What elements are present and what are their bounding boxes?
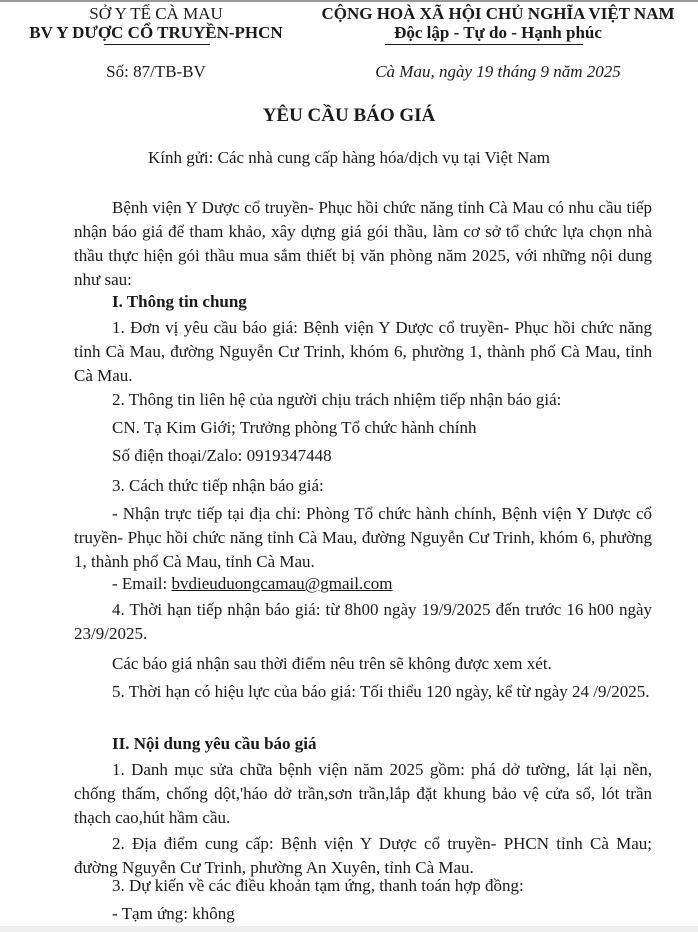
- top-border: [0, 0, 698, 2]
- document-title: YÊU CẦU BÁO GIÁ: [262, 105, 436, 126]
- section-2-item-1: 1. Danh mục sửa chữa bệnh viện năm 2025 gồm: phá dở tường, lát lại nền, chống thấm, chống dột,'háo dở trần,sơn trần,lắp đặt khung bảo vệ cửa sổ, lót trần thạch cao,hút hầm cầu.: [74, 760, 652, 827]
- section-1-item-1: 1. Đơn vị yêu cầu báo giá: Bệnh viện Y Dược cổ truyền- Phục hồi chức năng tỉnh Cà Mau, đường Nguyễn Cư Trinh, khóm 6, phường 1, thành phố Cà Mau, tỉnh Cà Mau.: [74, 318, 652, 385]
- contact-name: CN. Tạ Kim Giới; Trưởng phòng Tổ chức hành chính: [112, 418, 477, 437]
- national-motto-underline: [385, 44, 583, 45]
- section-1-item-3-email-line: [112, 572, 393, 596]
- email-label: - Email:: [112, 574, 172, 593]
- document-number: Số: 87/TB-BV: [106, 62, 206, 81]
- contact-phone: Số điện thoại/Zalo: 0919347448: [112, 446, 332, 465]
- recipient-line: Kính gửi: Các nhà cung cấp hàng hóa/dịch vụ tại Việt Nam: [147, 148, 551, 167]
- place-date: Cà Mau, ngày 19 tháng 9 năm 2025: [375, 62, 621, 81]
- section-1-item-3-direct: - Nhận trực tiếp tại địa chỉ: Phòng Tổ chức hành chính, Bệnh viện Y Dược cổ truyền- Phục hồi chức năng tỉnh Cà Mau, đường Nguyễn Cư Trinh, khóm 6, phường 1, thành phố Cà Mau, tỉnh Cà Mau.: [74, 504, 652, 571]
- email-link[interactable]: bvdieuduongcamau@gmail.com: [171, 574, 393, 593]
- section-1-heading: I. Thông tin chung: [112, 292, 247, 311]
- section-1-item-3: 3. Cách thức tiếp nhận báo giá:: [112, 476, 324, 495]
- section-2-item-3: 3. Dự kiến về các điều khoản tạm ứng, thanh toán hợp đồng:: [112, 876, 524, 895]
- section-2-item-2: 2. Địa điểm cung cấp: Bệnh viện Y Dược cổ truyền- PHCN tỉnh Cà Mau; đường Nguyễn Cư Trinh, phường An Xuyên, tỉnh Cà Mau.: [74, 834, 652, 877]
- section-2-heading: II. Nội dung yêu cầu báo giá: [112, 734, 317, 753]
- section-1-item-4-note: Các báo giá nhận sau thời điểm nêu trên sẽ không được xem xét.: [112, 654, 552, 673]
- national-title: CỘNG HOÀ XÃ HỘI CHỦ NGHĨA VIỆT NAM: [321, 4, 675, 23]
- hospital-name-underline: [104, 44, 210, 45]
- hospital-name: BV Y DƯỢC CỔ TRUYỀN-PHCN: [29, 23, 283, 42]
- section-1-item-2: 2. Thông tin liên hệ của người chịu trách nhiệm tiếp nhận báo giá:: [112, 390, 562, 409]
- agency-name: SỞ Y TẾ CÀ MAU: [89, 4, 223, 23]
- section-2-item-3-advance: - Tạm ứng: không: [112, 904, 235, 923]
- bottom-strip: [0, 926, 698, 932]
- section-1-item-4: 4. Thời hạn tiếp nhận báo giá: từ 8h00 ngày 19/9/2025 đến trước 16 h00 ngày 23/9/2025.: [74, 600, 652, 643]
- section-1-item-5: 5. Thời hạn có hiệu lực của báo giá: Tối thiểu 120 ngày, kể từ ngày 24 /9/2025.: [112, 682, 650, 701]
- intro-paragraph: Bệnh viện Y Dược cổ truyền- Phục hồi chức năng tỉnh Cà Mau có nhu cầu tiếp nhận báo giá để tham khảo, xây dựng giá gói thầu, làm cơ sở tổ chức lựa chọn nhà thầu thực hiện gói thầu mua sắm thiết bị văn phòng năm 2025, với những nội dung như sau:: [74, 198, 652, 289]
- national-motto: Độc lập - Tự do - Hạnh phúc: [394, 23, 602, 42]
